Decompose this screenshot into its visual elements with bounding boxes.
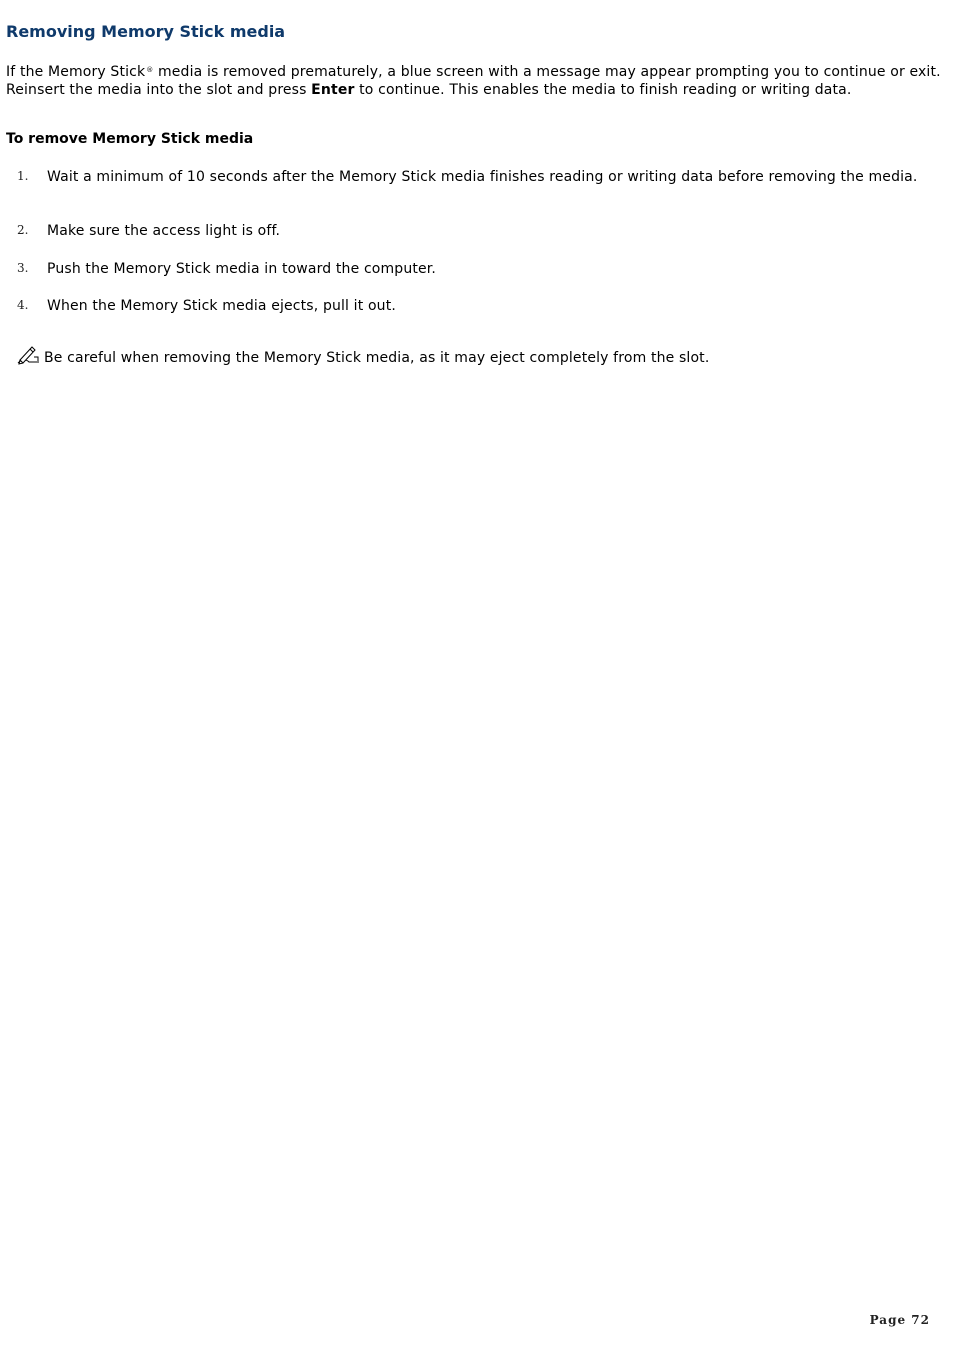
intro-paragraph: [6, 64, 950, 99]
page-number: Page 72: [869, 1313, 930, 1327]
note-text: Be careful when removing the Memory Stick media, as it may eject completely from the slot.: [44, 350, 710, 366]
step-text: When the Memory Stick media ejects, pull it out.: [47, 298, 396, 314]
procedure-heading: To remove Memory Stick media: [6, 131, 254, 147]
step-number: 3.: [17, 261, 29, 275]
intro-text-middle: media is removed prematurely, a blue screen with a message may appear prompting you to continue or exit. Reinsert the media into the slot and press: [6, 64, 941, 98]
note-pencil-icon: [16, 344, 40, 366]
intro-text-start: If the Memory Stick: [6, 64, 146, 80]
intro-text-end: to continue. This enables the media to finish reading or writing data.: [354, 81, 852, 98]
step-text: Push the Memory Stick media in toward the computer.: [47, 261, 436, 277]
step-number: 2.: [17, 223, 29, 237]
step-number: 1.: [17, 169, 29, 183]
step-text: Make sure the access light is off.: [47, 223, 281, 239]
step-number: 4.: [17, 298, 29, 312]
page-title: Removing Memory Stick media: [6, 22, 286, 41]
enter-key-label: Enter: [311, 81, 355, 98]
step-text: Wait a minimum of 10 seconds after the Memory Stick media finishes reading or writing data before removing the media.: [47, 169, 918, 185]
registered-mark: ®: [146, 66, 154, 74]
